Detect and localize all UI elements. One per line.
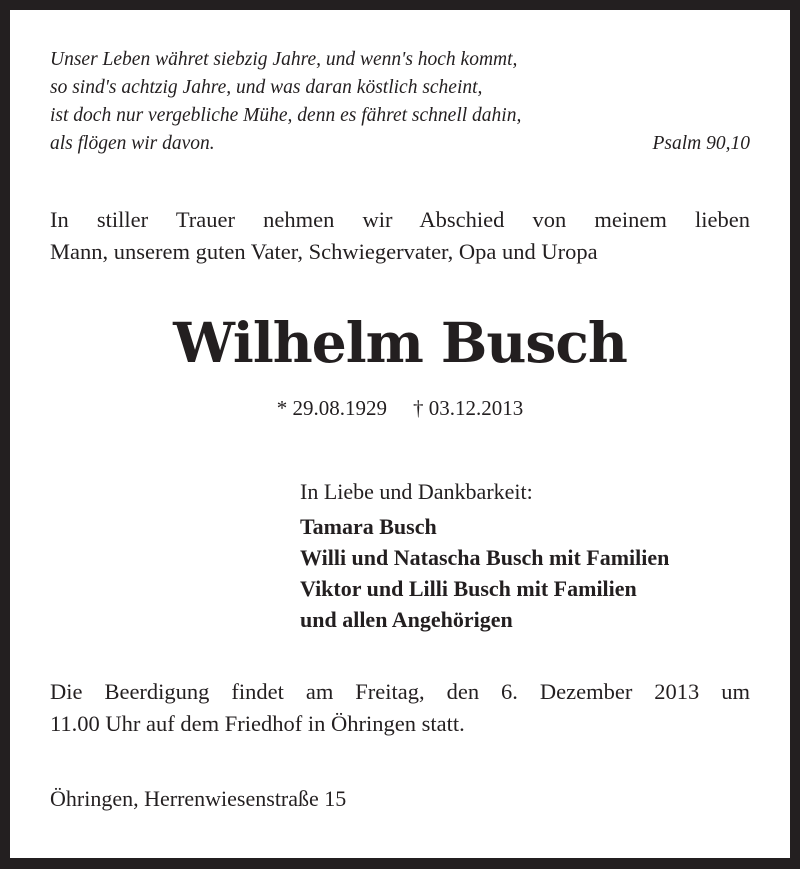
intro-line: Mann, unserem guten Vater, Schwiegervater, Opa und Uropa [50,239,598,264]
quote-line: als flögen wir davon. [50,133,215,154]
mourner-name: und allen Angehörigen [300,607,513,632]
funeral-line: Die Beerdigung findet am Freitag, den 6. Dezember 2013 um [50,679,750,704]
obituary-notice [10,10,790,858]
quote-source: Psalm 90,10 [652,133,750,154]
mourner-name: Tamara Busch [300,514,437,539]
mourner-name: Willi und Natascha Busch mit Familien [300,545,670,570]
funeral-line: 11.00 Uhr auf dem Friedhof in Öhringen statt. [50,711,465,736]
mourners-heading: In Liebe und Dankbarkeit: [300,479,533,504]
quote-line: Unser Leben währet siebzig Jahre, und wenn's hoch kommt, [50,49,518,70]
life-dates [10,396,790,421]
deceased-name: Wilhelm Busch [173,310,627,375]
quote-line: ist doch nur vergebliche Mühe, denn es fähret schnell dahin, [50,105,522,126]
psalm-quote [50,46,750,158]
intro-line: In stiller Trauer nehmen wir Abschied von meinem lieben [50,207,750,232]
mourners [300,476,669,635]
quote-line: so sind's achtzig Jahre, und was daran köstlich scheint, [50,77,483,98]
funeral-info [50,676,750,740]
intro-text [50,204,750,268]
address: Öhringen, Herrenwiesenstraße 15 [50,786,347,811]
mourner-name: Viktor und Lilli Busch mit Familien [300,576,637,601]
birth-date: * 29.08.1929 [276,396,387,420]
death-date: † 03.12.2013 [413,396,524,420]
